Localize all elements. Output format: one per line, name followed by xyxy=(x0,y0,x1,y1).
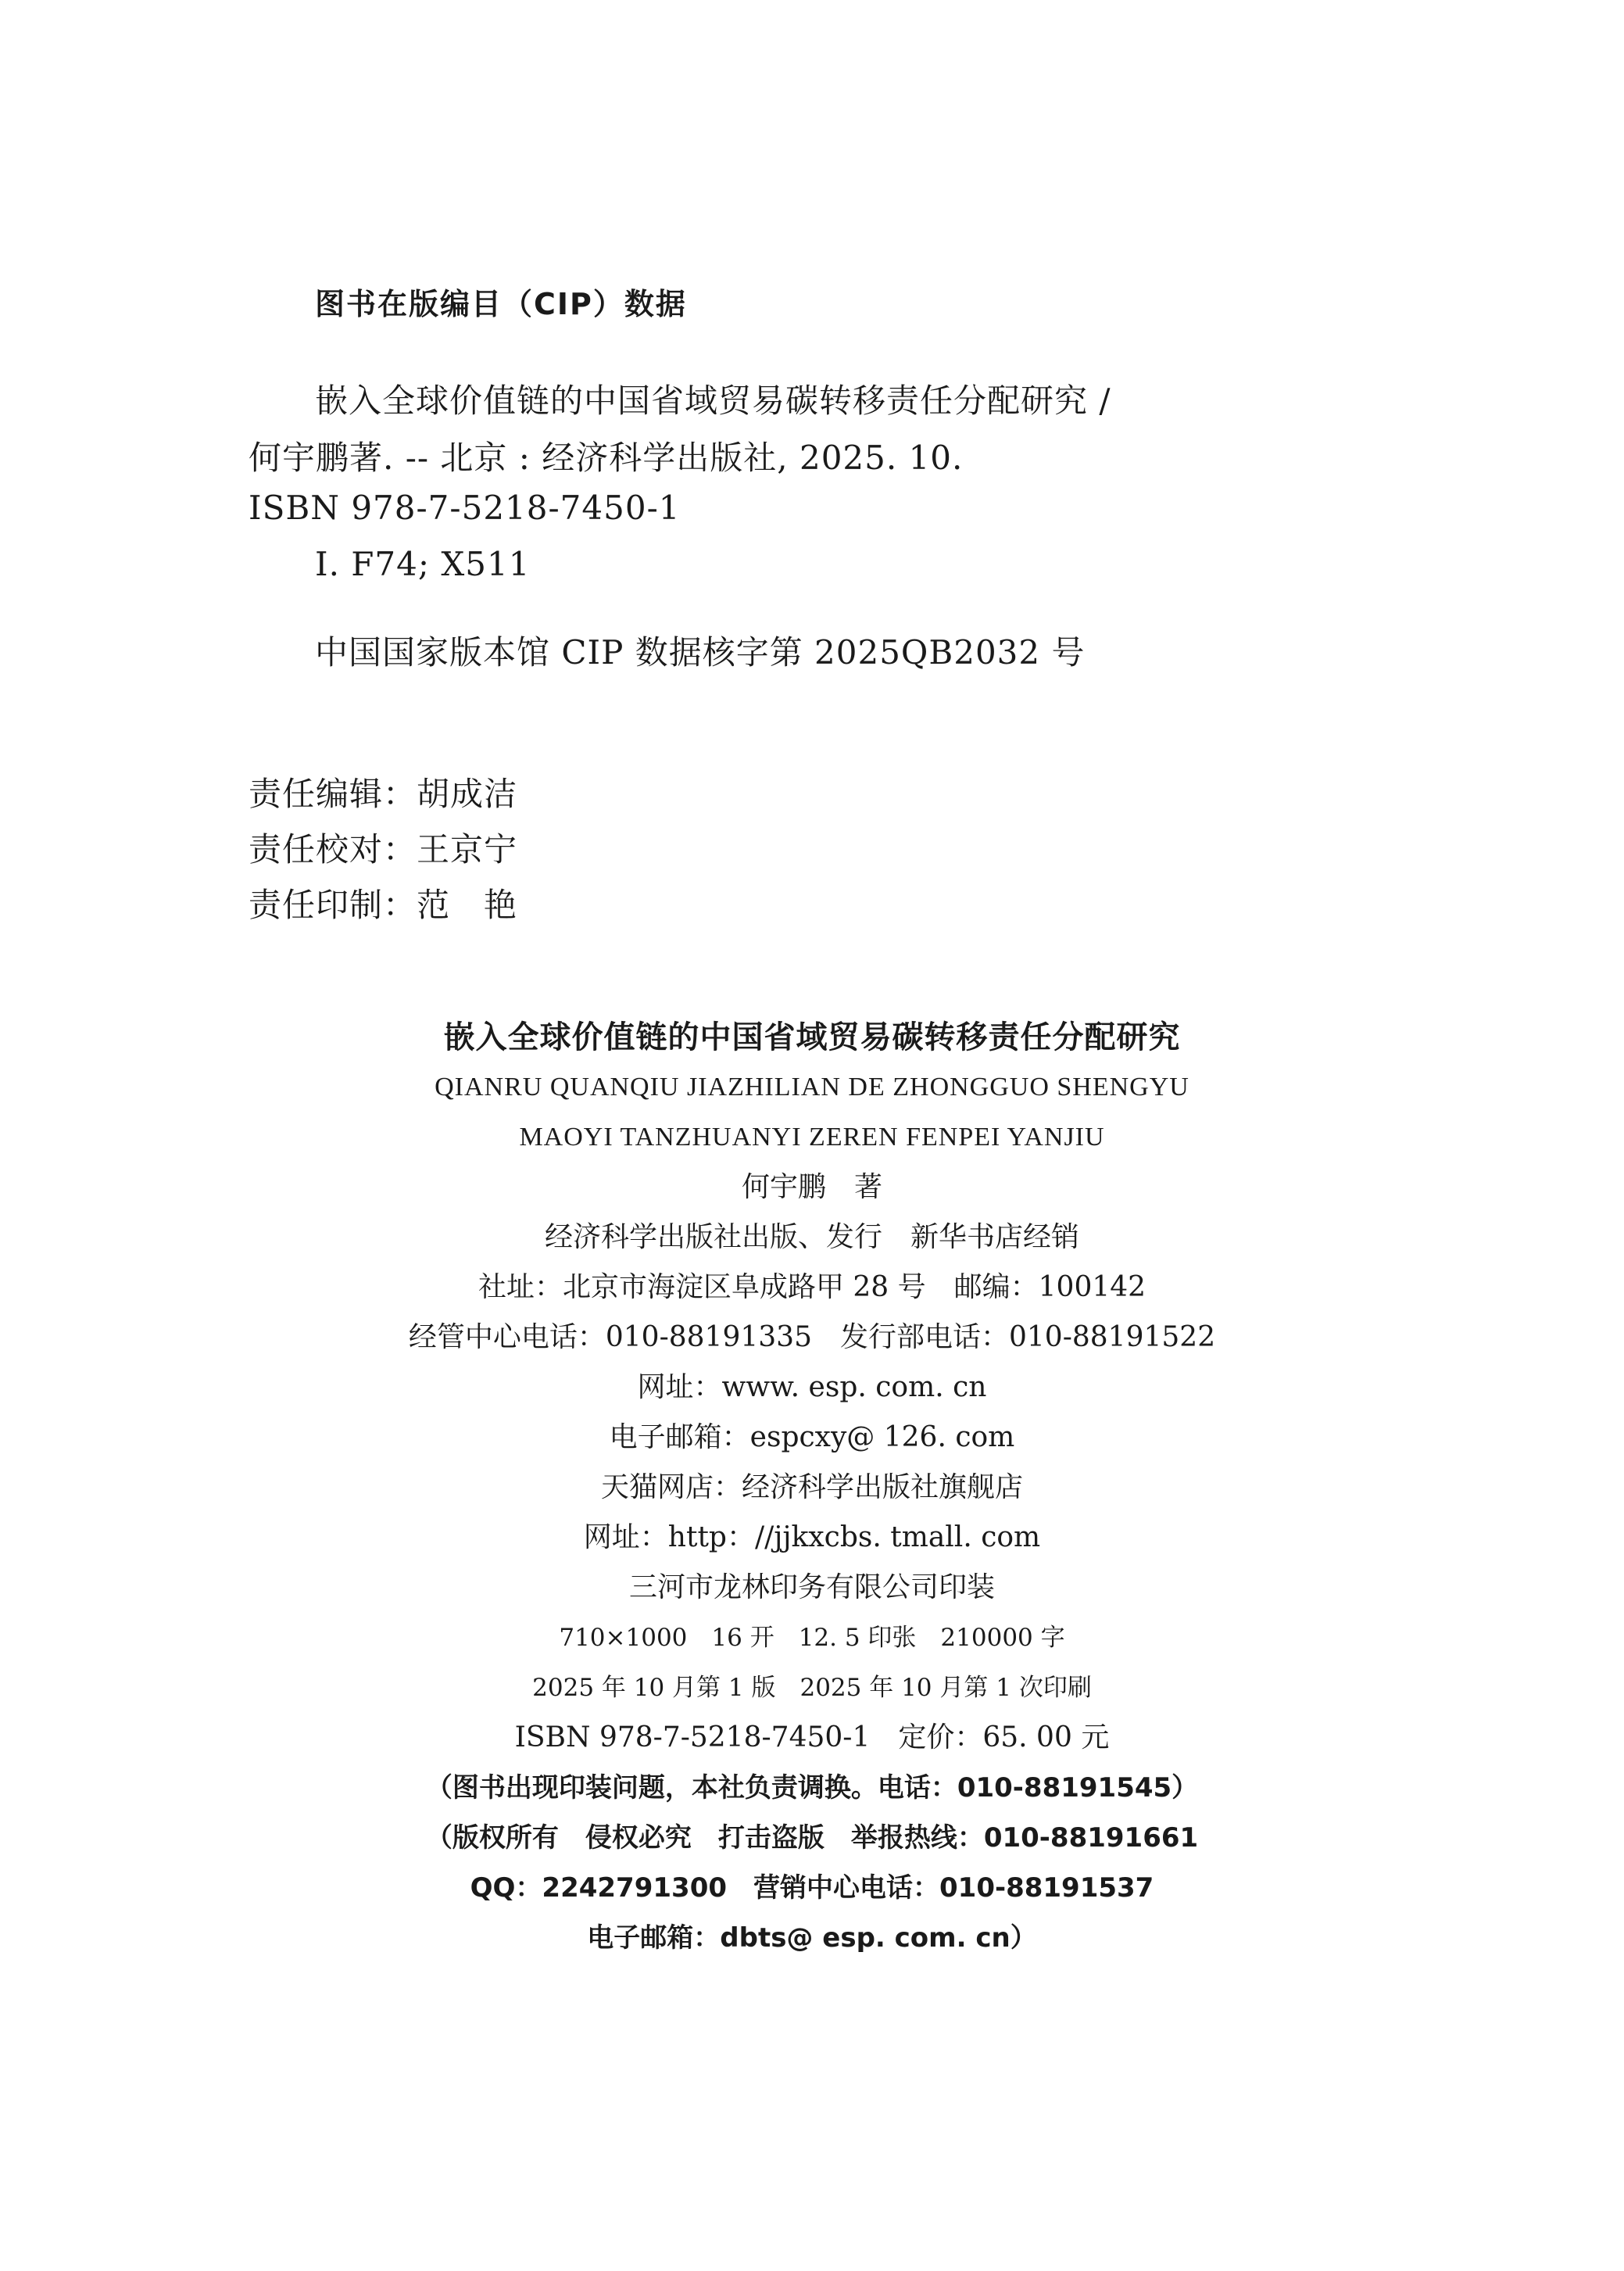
staff-editor: 责任编辑：胡成洁 xyxy=(249,775,518,813)
colophon-address: 社址：北京市海淀区阜成路甲 28 号 邮编：100142 xyxy=(478,1271,1146,1303)
cip-author-publisher-line: 何宇鹏著. -- 北京 : 经济科学出版社, 2025. 10. xyxy=(249,439,964,477)
colophon-tmall-url: 网址：http：//jjkxcbs. tmall. com xyxy=(583,1521,1041,1553)
colophon-title-pinyin-2: MAOYI TANZHUANYI ZEREN FENPEI YANJIU xyxy=(519,1123,1105,1152)
cip-approval-line: 中国国家版本馆 CIP 数据核字第 2025QB2032 号 xyxy=(315,633,1086,672)
colophon-notice-1: （图书出现印装问题，本社负责调换。电话：010-88191545） xyxy=(425,1772,1199,1804)
colophon-printer: 三河市龙林印务有限公司印装 xyxy=(628,1571,995,1603)
colophon-edition: 2025 年 10 月第 1 版 2025 年 10 月第 1 次印刷 xyxy=(532,1674,1092,1702)
colophon-phones: 经管中心电话：010-88191335 发行部电话：010-88191522 xyxy=(408,1321,1216,1353)
cip-classification-line: Ⅰ. F74; X511 xyxy=(315,545,531,583)
colophon-notice-2: （版权所有 侵权必究 打击盗版 举报热线：010-88191661 xyxy=(425,1822,1199,1854)
cip-heading: 图书在版编目（CIP）数据 xyxy=(315,287,687,321)
colophon-website: 网址：www. esp. com. cn xyxy=(637,1371,987,1403)
colophon-format: 710×1000 16 开 12. 5 印张 210000 字 xyxy=(559,1624,1065,1652)
colophon-tmall-store: 天猫网店：经济科学出版社旗舰店 xyxy=(600,1471,1023,1503)
colophon-notice-4: 电子邮箱：dbts@ esp. com. cn） xyxy=(587,1922,1037,1954)
colophon-title-pinyin-1: QIANRU QUANQIU JIAZHILIAN DE ZHONGGUO SHENGYU xyxy=(435,1073,1189,1101)
colophon-publisher-distribution: 经济科学出版社出版、发行 新华书店经销 xyxy=(544,1221,1079,1253)
staff-printing: 责任印制：范 艳 xyxy=(249,886,518,924)
staff-proofreader: 责任校对：王京宁 xyxy=(249,830,518,869)
cip-title-line: 嵌入全球价值链的中国省域贸易碳转移责任分配研究 / xyxy=(315,381,1111,420)
colophon-author: 何宇鹏 著 xyxy=(741,1171,882,1203)
colophon-email: 电子邮箱：espcxy@ 126. com xyxy=(609,1421,1015,1453)
colophon-title-cn: 嵌入全球价值链的中国省域贸易碳转移责任分配研究 xyxy=(443,1019,1181,1055)
colophon-isbn-price: ISBN 978-7-5218-7450-1 定价：65. 00 元 xyxy=(514,1721,1110,1753)
colophon-notice-3: QQ：2242791300 营销中心电话：010-88191537 xyxy=(470,1872,1154,1904)
cip-isbn-line: ISBN 978-7-5218-7450-1 xyxy=(249,489,681,527)
colophon xyxy=(0,1012,1624,1963)
